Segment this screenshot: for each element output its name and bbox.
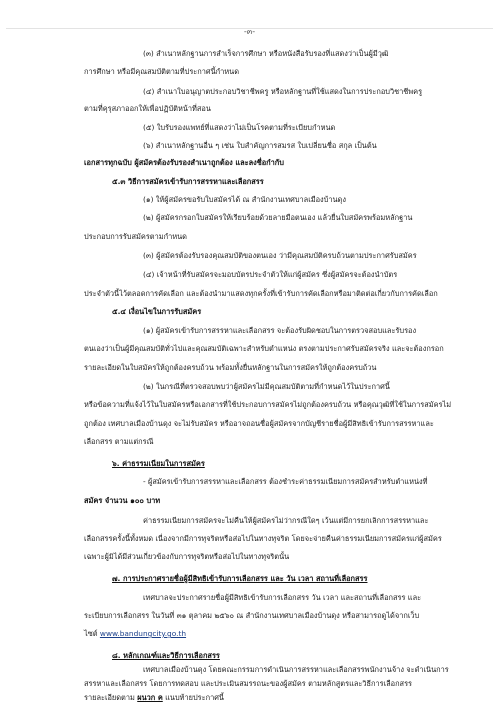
s8-prefix: รายละเอียดตาม (84, 693, 135, 702)
page-number: -๓- (243, 27, 256, 36)
website-link[interactable]: www.bandungcity.go.th (99, 629, 187, 638)
s7-cont-1: ระเบียบการเลือกสรร ในวันที่ ๓๑ ตุลาคม ๒๕๖๐ ณ สำนักงานเทศบาลเมืองบ้านดุง หรือสามารถดูได้จากเว็บ (84, 611, 420, 620)
s6-para-2-cont-2: เฉพาะผู้มิได้มีส่วนเกี่ยวข้องกับการทุจริตหรือส่อไปในทางทุจริตนั้น (84, 552, 290, 561)
item-4: (๔) สำเนาใบอนุญาตประกอบวิชาชีพครู หรือหลักฐานที่ใช้แสดงในการประกอบวิชาชีพครู (143, 87, 423, 96)
s6-para-2: ค่าธรรมเนียมการสมัครจะไม่คืนให้ผู้สมัครไม่ว่ากรณีใดๆ เว้นแต่มีการยกเลิกการสรรหาและ (143, 516, 429, 525)
s53-item-1: (๑) ให้ผู้สมัครขอรับใบสมัครได้ ณ สำนักงานเทศบาลเมืองบ้านดุง (143, 195, 346, 204)
s6-body: - ผู้สมัครเข้ารับการสรรหาและเลือกสรร ต้องชำระค่าธรรมเนียมการสมัครสำหรับตำแหน่งที่ (143, 477, 428, 486)
s53-item-2: (๒) ผู้สมัครกรอกใบสมัครให้เรียบร้อยด้วยลายมือตนเอง แล้วยื่นใบสมัครพร้อมหลักฐาน (143, 213, 413, 222)
s8-suffix: แนบท้ายประกาศนี้ (165, 693, 224, 702)
s54-item-2-cont-1: หรือข้อความที่แจ้งไว้ในใบสมัครหรือเอกสารที่ใช้ประกอบการสมัครไม่ถูกต้องครบถ้วน หรือคุณวุฒิที่ใช้ในการสมัครไม่ (84, 400, 452, 409)
s7-site-prefix: ไซต์ (84, 629, 98, 638)
s54-item-1-cont-2: รายละเอียดในใบสมัครให้ถูกต้องครบถ้วน พร้อมทั้งยื่นหลักฐานในการสมัครให้ถูกต้องครบถ้วน (84, 363, 377, 372)
s53-item-3: (๓) ผู้สมัครต้องรับรองคุณสมบัติของตนเอง ว่ามีคุณสมบัติครบถ้วนตามประกาศรับสมัคร (143, 251, 417, 260)
s6-para-2-cont-1: เลือกสรรครั้งนี้ทั้งหมด เนื่องจากมีการทุจริตหรือส่อไปในทางทุจริต โดยจะจ่ายคืนค่าธรรมเนียมการสมัครแก่ผู้สมัคร (84, 534, 442, 543)
section-8-title: ๘. หลักเกณฑ์และวิธีการเลือกสรร (112, 651, 220, 660)
certify-note: เอกสารทุกฉบับ ผู้สมัครต้องรับรองสำเนาถูกต้อง และลงชื่อกำกับ (84, 158, 284, 167)
s53-item-2-cont: ประกอบการรับสมัครตามกำหนด (84, 232, 187, 241)
section-7-title: ๗. การประกาศรายชื่อผู้มีสิทธิเข้ารับการเลือกสรร และ วัน เวลา สถานที่เลือกสรร (112, 574, 368, 583)
item-5: (๕) ใบรับรองแพทย์ที่แสดงว่าไม่เป็นโรคตามที่ระเบียบกำหนด (143, 123, 336, 132)
item-4-cont: ตามที่คุรุสภาออกให้เพื่อปฏิบัติหน้าที่สอน (84, 104, 211, 113)
item-6: (๖) สำเนาหลักฐานอื่น ๆ เช่น ใบสำคัญการสมรส ใบเปลี่ยนชื่อ สกุล เป็นต้น (143, 141, 377, 150)
s54-item-2-cont-2: ถูกต้อง เทศบาลเมืองบ้านดุง จะไม่รับสมัคร หรืออาจถอนชื่อผู้สมัครจากบัญชีรายชื่อผู้มีสิทธิเข้ารับการสรรหาและ (84, 419, 434, 428)
s54-item-2: (๒) ในกรณีที่ตรวจสอบพบว่าผู้สมัครไม่มีคุณสมบัติตามที่กำหนดไว้ในประกาศนี้ (143, 382, 390, 391)
s54-item-2-cont-3: เลือกสรร ตามแต่กรณี (84, 437, 154, 446)
s7-cont-2 (84, 630, 186, 637)
item-3: (๓) สำเนาหลักฐานการสำเร็จการศึกษา หรือหนังสือรับรองที่แสดงว่าเป็นผู้มีวุฒิ (143, 49, 389, 58)
s8-cont-1: สรรหาและเลือกสรร โดยการทดสอบ และประเมินสมรรถนะของผู้สมัคร ตามหลักสูตรและวิธีการเลือกสรร (84, 679, 413, 688)
s54-item-1-cont-1: ตนเองว่าเป็นผู้มีคุณสมบัติทั่วไปและคุณสมบัติเฉพาะสำหรับตำแหน่ง ตรงตามประกาศรับสมัครจริง และจะต้องกรอก (84, 344, 444, 353)
s8-body: เทศบาลเมืองบ้านดุง โดยคณะกรรมการดำเนินการสรรหาและเลือกสรรพนักงานจ้าง จะดำเนินการ (143, 665, 449, 674)
attachment-ref: ผนวก ค (137, 693, 163, 702)
s8-cont-2 (84, 694, 224, 701)
s54-item-1: (๑) ผู้สมัครเข้ารับการสรรหาและเลือกสรร จะต้องรับผิดชอบในการตรวจสอบและรับรอง (143, 326, 417, 335)
item-3-cont: การศึกษา หรือมีคุณสมบัติตามที่ประกาศนี้กำหนด (84, 67, 239, 76)
s53-item-4-cont: ประจำตัวนี้ไว้ตลอดการคัดเลือก และต้องนำมาแสดงทุกครั้งที่เข้ารับการคัดเลือกหรือมาติดต่อเกี่ยวกับการคัดเลือก (84, 289, 438, 298)
s53-item-4: (๔) เจ้าหน้าที่รับสมัครจะมอบบัตรประจำตัวให้แก่ผู้สมัคร ซึ่งผู้สมัครจะต้องนำบัตร (143, 270, 398, 279)
section-5-4-title: ๕.๔ เงื่อนไขในการรับสมัคร (112, 307, 202, 316)
s7-body: เทศบาลจะประกาศรายชื่อผู้มีสิทธิเข้ารับการเลือกสรร วัน เวลา และสถานที่เลือกสรร และ (143, 593, 422, 602)
section-5-3-title: ๕.๓ วิธีการสมัครเข้ารับการสรรหาและเลือกสรร (112, 177, 264, 186)
section-6-title: ๖. ค่าธรรมเนียมในการสมัคร (112, 459, 205, 468)
s6-fee: สมัคร จำนวน ๑๐๐ บาท (84, 496, 161, 505)
